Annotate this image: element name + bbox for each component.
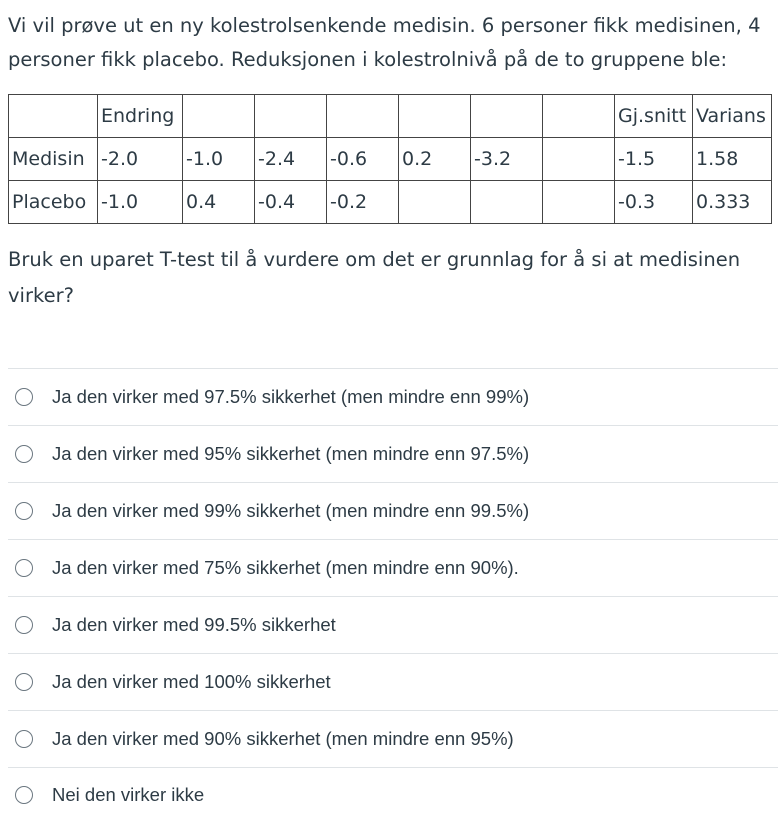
- table-header-cell: Endring: [98, 95, 183, 138]
- radio-button[interactable]: [15, 559, 33, 577]
- data-table: [8, 94, 772, 224]
- answer-label[interactable]: Ja den virker med 100% sikkerhet: [52, 671, 331, 692]
- table-cell: Medisin: [9, 138, 98, 181]
- answer-label[interactable]: Nei den virker ikke: [52, 784, 205, 805]
- table-header-row: [9, 95, 772, 138]
- answer-label[interactable]: Ja den virker med 99.5% sikkerhet: [52, 614, 336, 635]
- table-cell: -2.4: [255, 138, 327, 181]
- answer-label[interactable]: Ja den virker med 97.5% sikkerhet (men mindre enn 99%): [52, 386, 530, 407]
- radio-button[interactable]: [15, 786, 33, 804]
- table-cell: -1.0: [183, 138, 255, 181]
- radio-button[interactable]: [15, 445, 33, 463]
- radio-button[interactable]: [15, 730, 33, 748]
- answer-option[interactable]: [8, 482, 778, 539]
- table-cell: [471, 181, 543, 224]
- answer-option[interactable]: [8, 710, 778, 767]
- table-cell: 0.2: [399, 138, 471, 181]
- table-header-cell: [399, 95, 471, 138]
- question-intro: Vi vil prøve ut en ny kolestrolsenkende medisin. 6 personer fikk medisinen, 4 personer fikk placebo. Reduksjonen i kolestrolnivå på de to gruppene ble:: [8, 14, 761, 71]
- radio-button[interactable]: [15, 388, 33, 406]
- table-cell: -3.2: [471, 138, 543, 181]
- table-cell: 0.4: [183, 181, 255, 224]
- answer-label[interactable]: Ja den virker med 90% sikkerhet (men mindre enn 95%): [52, 728, 514, 749]
- table-header-cell: [9, 95, 98, 138]
- table-cell: -0.3: [615, 181, 693, 224]
- radio-button[interactable]: [15, 673, 33, 691]
- table-row: [9, 181, 772, 224]
- table-header-cell: [183, 95, 255, 138]
- question-text: Bruk en uparet T-test til å vurdere om det er grunnlag for å si at medisinen virker?: [8, 248, 741, 307]
- table-cell: -0.4: [255, 181, 327, 224]
- table-cell: [543, 181, 615, 224]
- table-cell: 1.58: [693, 138, 772, 181]
- answer-label[interactable]: Ja den virker med 99% sikkerhet (men mindre enn 99.5%): [52, 500, 530, 521]
- table-cell: -0.6: [327, 138, 399, 181]
- answer-option[interactable]: [8, 653, 778, 710]
- table-header-cell: Varians: [693, 95, 772, 138]
- radio-button[interactable]: [15, 502, 33, 520]
- answer-option[interactable]: [8, 767, 778, 822]
- table-header-cell: [327, 95, 399, 138]
- table-cell: -2.0: [98, 138, 183, 181]
- answer-option[interactable]: [8, 596, 778, 653]
- table-header-cell: [471, 95, 543, 138]
- answer-option[interactable]: [8, 368, 778, 425]
- table-row: [9, 138, 772, 181]
- table-cell: [543, 138, 615, 181]
- answer-list: [8, 368, 778, 822]
- answer-option[interactable]: [8, 539, 778, 596]
- table-header-cell: [255, 95, 327, 138]
- table-cell: -1.0: [98, 181, 183, 224]
- answer-label[interactable]: Ja den virker med 75% sikkerhet (men mindre enn 90%).: [52, 557, 519, 578]
- table-cell: Placebo: [9, 181, 98, 224]
- table-header-cell: [543, 95, 615, 138]
- table-cell: [399, 181, 471, 224]
- table-cell: 0.333: [693, 181, 772, 224]
- table-cell: -0.2: [327, 181, 399, 224]
- table-cell: -1.5: [615, 138, 693, 181]
- table-header-cell: Gj.snitt: [615, 95, 693, 138]
- answer-label[interactable]: Ja den virker med 95% sikkerhet (men mindre enn 97.5%): [52, 443, 530, 464]
- answer-option[interactable]: [8, 425, 778, 482]
- radio-button[interactable]: [15, 616, 33, 634]
